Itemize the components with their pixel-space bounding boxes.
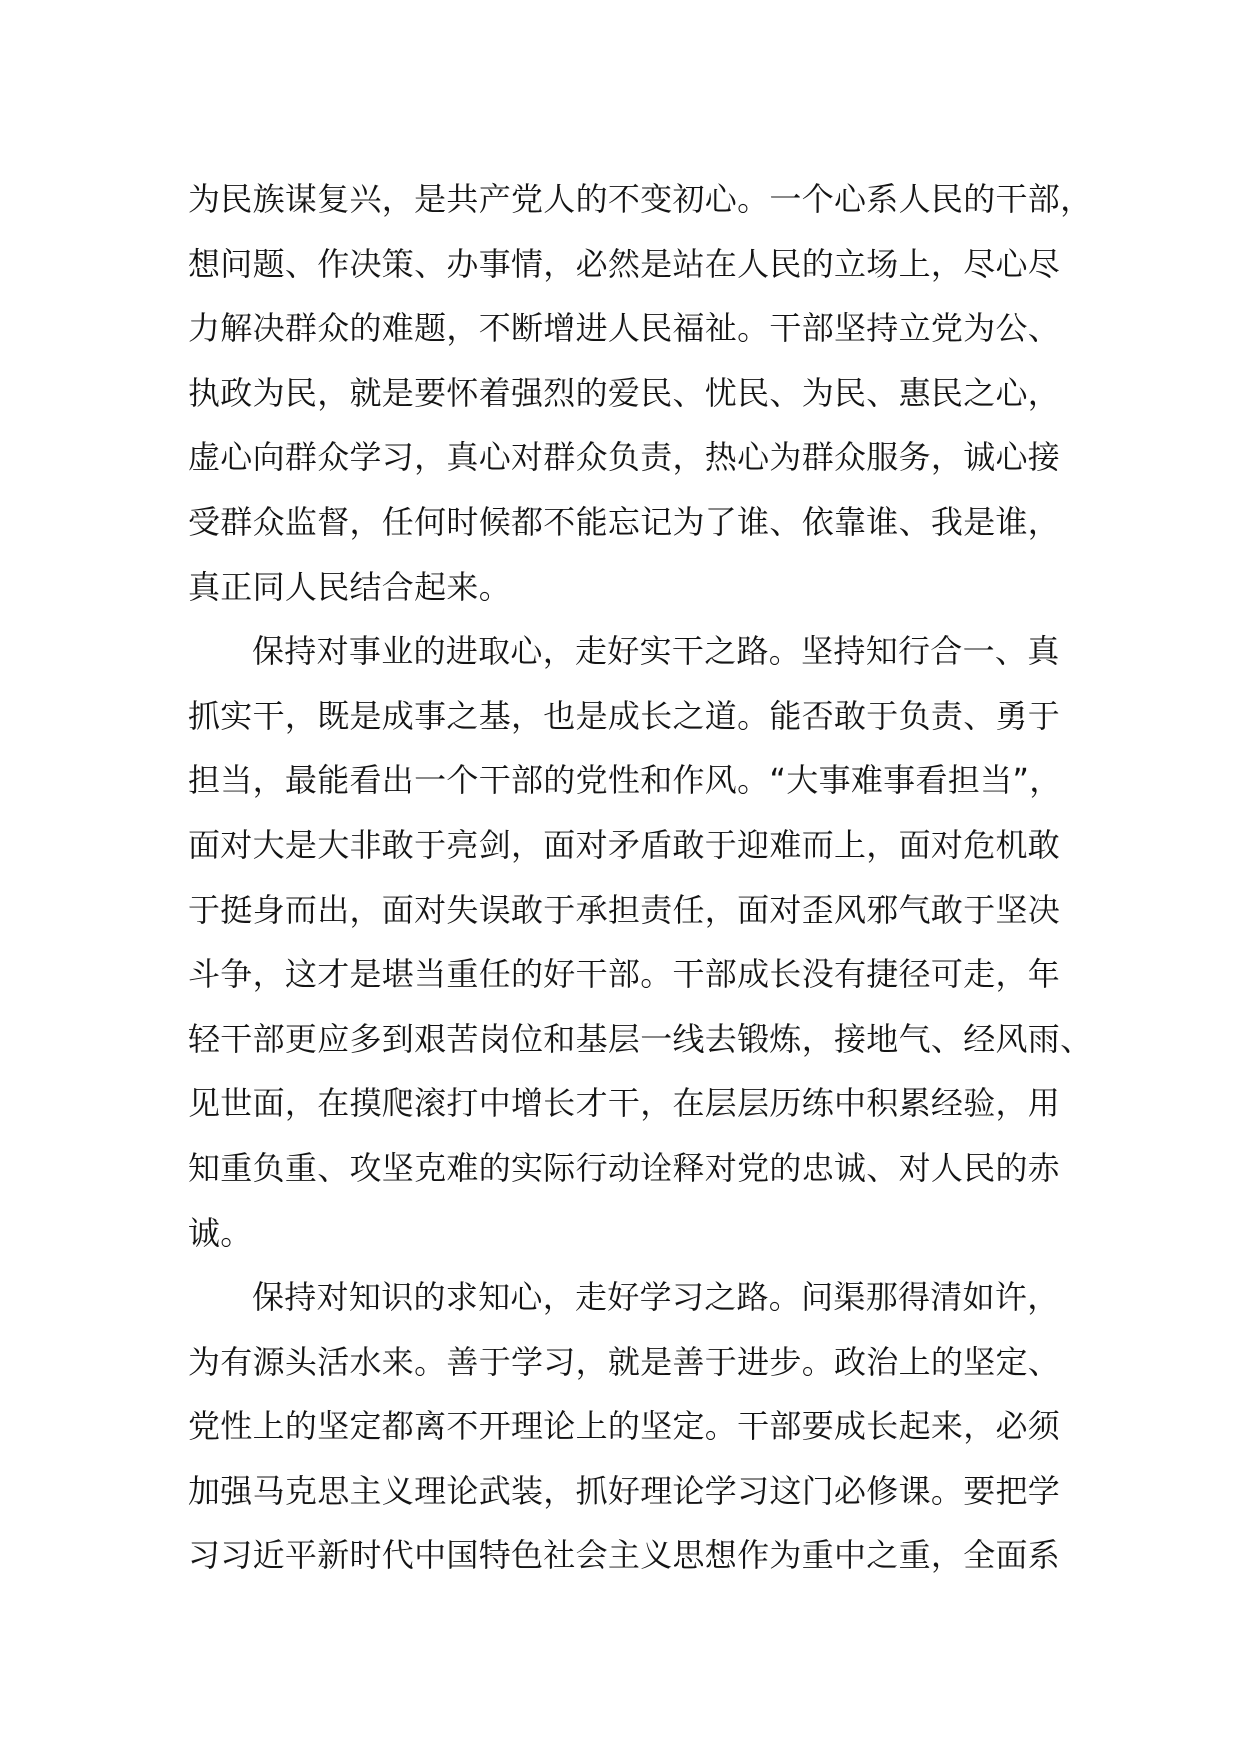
text-line: 真正同人民结合起来。 [188, 567, 512, 606]
text-line: 见世面，在摸爬滚打中增长才干，在层层历练中积累经验，用 [188, 1084, 1061, 1123]
text-line: 诚。 [188, 1213, 253, 1252]
text-line: 斗争，这才是堪当重任的好干部。干部成长没有捷径可走，年 [188, 955, 1061, 994]
text-line: 于挺身而出，面对失误敢于承担责任，面对歪风邪气敢于坚决 [188, 890, 1061, 929]
text-line: 想问题、作决策、办事情，必然是站在人民的立场上，尽心尽 [188, 244, 1061, 283]
text-line: 习习近平新时代中国特色社会主义思想作为重中之重，全面系 [188, 1536, 1061, 1575]
text-line: 执政为民，就是要怀着强烈的爱民、忧民、为民、惠民之心， [188, 373, 1061, 412]
text-line: 面对大是大非敢于亮剑，面对矛盾敢于迎难而上，面对危机敢 [188, 825, 1061, 864]
text-line: 为民族谋复兴，是共产党人的不变初心。一个心系人民的干部， [188, 180, 1093, 218]
text-line: 加强马克思主义理论武装，抓好理论学习这门必修课。要把学 [188, 1471, 1061, 1510]
paragraph-start-line: 保持对事业的进取心，走好实干之路。坚持知行合一、真 [252, 632, 1060, 671]
text-line: 轻干部更应多到艰苦岗位和基层一线去锻炼，接地气、经风雨、 [188, 1019, 1093, 1058]
text-line: 党性上的坚定都离不开理论上的坚定。干部要成长起来，必须 [188, 1407, 1061, 1446]
paragraph-start-line: 保持对知识的求知心，走好学习之路。问渠那得清如许， [252, 1278, 1060, 1317]
text-line: 受群众监督，任何时候都不能忘记为了谁、依靠谁、我是谁， [188, 502, 1061, 541]
text-line: 为有源头活水来。善于学习，就是善于进步。政治上的坚定、 [188, 1342, 1061, 1381]
text-line: 知重负重、攻坚克难的实际行动诠释对党的忠诚、对人民的赤 [188, 1148, 1061, 1187]
text-line: 虚心向群众学习，真心对群众负责，热心为群众服务，诚心接 [188, 438, 1061, 477]
body-text [188, 167, 1093, 1588]
text-line: 担当，最能看出一个干部的党性和作风。“大事难事看担当”， [188, 761, 1062, 800]
text-line: 力解决群众的难题，不断增进人民福祉。干部坚持立党为公、 [188, 309, 1061, 348]
text-line: 抓实干，既是成事之基，也是成长之道。能否敢于负责、勇于 [188, 696, 1061, 735]
